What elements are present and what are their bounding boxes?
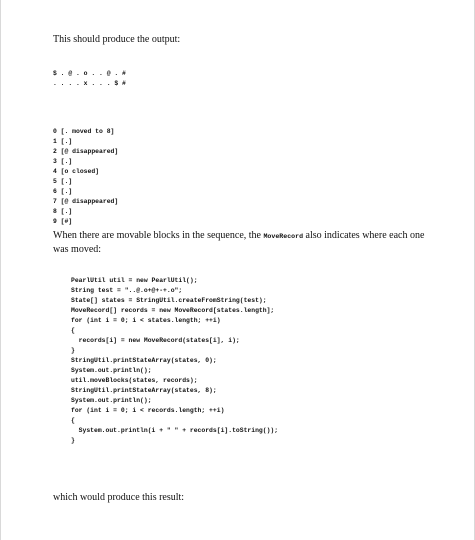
list-line: 6 [.] bbox=[53, 188, 73, 195]
code-line: String test = "..@.o+@+-+.o"; bbox=[71, 287, 183, 294]
code-line: StringUtil.printStateArray(states, 0); bbox=[71, 357, 217, 364]
list-line: 8 [.] bbox=[53, 208, 73, 215]
code-line: } bbox=[71, 437, 75, 444]
code-line: StringUtil.printStateArray(states, 8); bbox=[71, 387, 217, 394]
code-line: System.out.println(); bbox=[71, 367, 152, 374]
inline-code-moverecord: MoveRecord bbox=[263, 233, 304, 240]
list-line: 1 [.] bbox=[53, 138, 73, 145]
code-line: records[i] = new MoveRecord(states[i], i); bbox=[71, 337, 240, 344]
list-line: 3 [.] bbox=[53, 158, 73, 165]
movable-text-after: also indicates where each one was moved: bbox=[53, 230, 425, 255]
list-line: 9 [#] bbox=[53, 218, 73, 225]
code-line: util.moveBlocks(states, records); bbox=[71, 377, 198, 384]
result-paragraph: which would produce this result: bbox=[53, 492, 185, 503]
code-line: { bbox=[71, 327, 75, 334]
code-line: { bbox=[71, 417, 75, 424]
code-line: for (int i = 0; i < states.length; ++i) bbox=[71, 317, 221, 324]
output-line: $ . @ . o . . @ . # bbox=[53, 70, 126, 77]
code-block bbox=[71, 276, 278, 446]
code-line: PearlUtil util = new PearlUtil(); bbox=[71, 277, 198, 284]
list-line: 4 [o closed] bbox=[53, 168, 100, 175]
list-line: 0 [. moved to 8] bbox=[53, 128, 115, 135]
move-record-list bbox=[53, 127, 118, 227]
output-line: . . . . x . . . $ # bbox=[53, 80, 126, 87]
movable-text-before: When there are movable blocks in the sequence, the bbox=[53, 230, 264, 241]
code-line: System.out.println(); bbox=[71, 397, 152, 404]
code-line: State[] states = StringUtil.createFromString(test); bbox=[71, 297, 267, 304]
code-line: System.out.println(i + " " + records[i].toString()); bbox=[71, 427, 279, 434]
movable-paragraph bbox=[53, 229, 433, 256]
list-line: 7 [@ disappeared] bbox=[53, 198, 119, 205]
output-block bbox=[53, 69, 126, 89]
code-line: MoveRecord[] records = new MoveRecord[states.length]; bbox=[71, 307, 275, 314]
code-line: } bbox=[71, 347, 75, 354]
list-line: 2 [@ disappeared] bbox=[53, 148, 119, 155]
code-line: for (int i = 0; i < records.length; ++i) bbox=[71, 407, 225, 414]
intro-paragraph: This should produce the output: bbox=[53, 34, 181, 45]
list-line: 5 [.] bbox=[53, 178, 73, 185]
